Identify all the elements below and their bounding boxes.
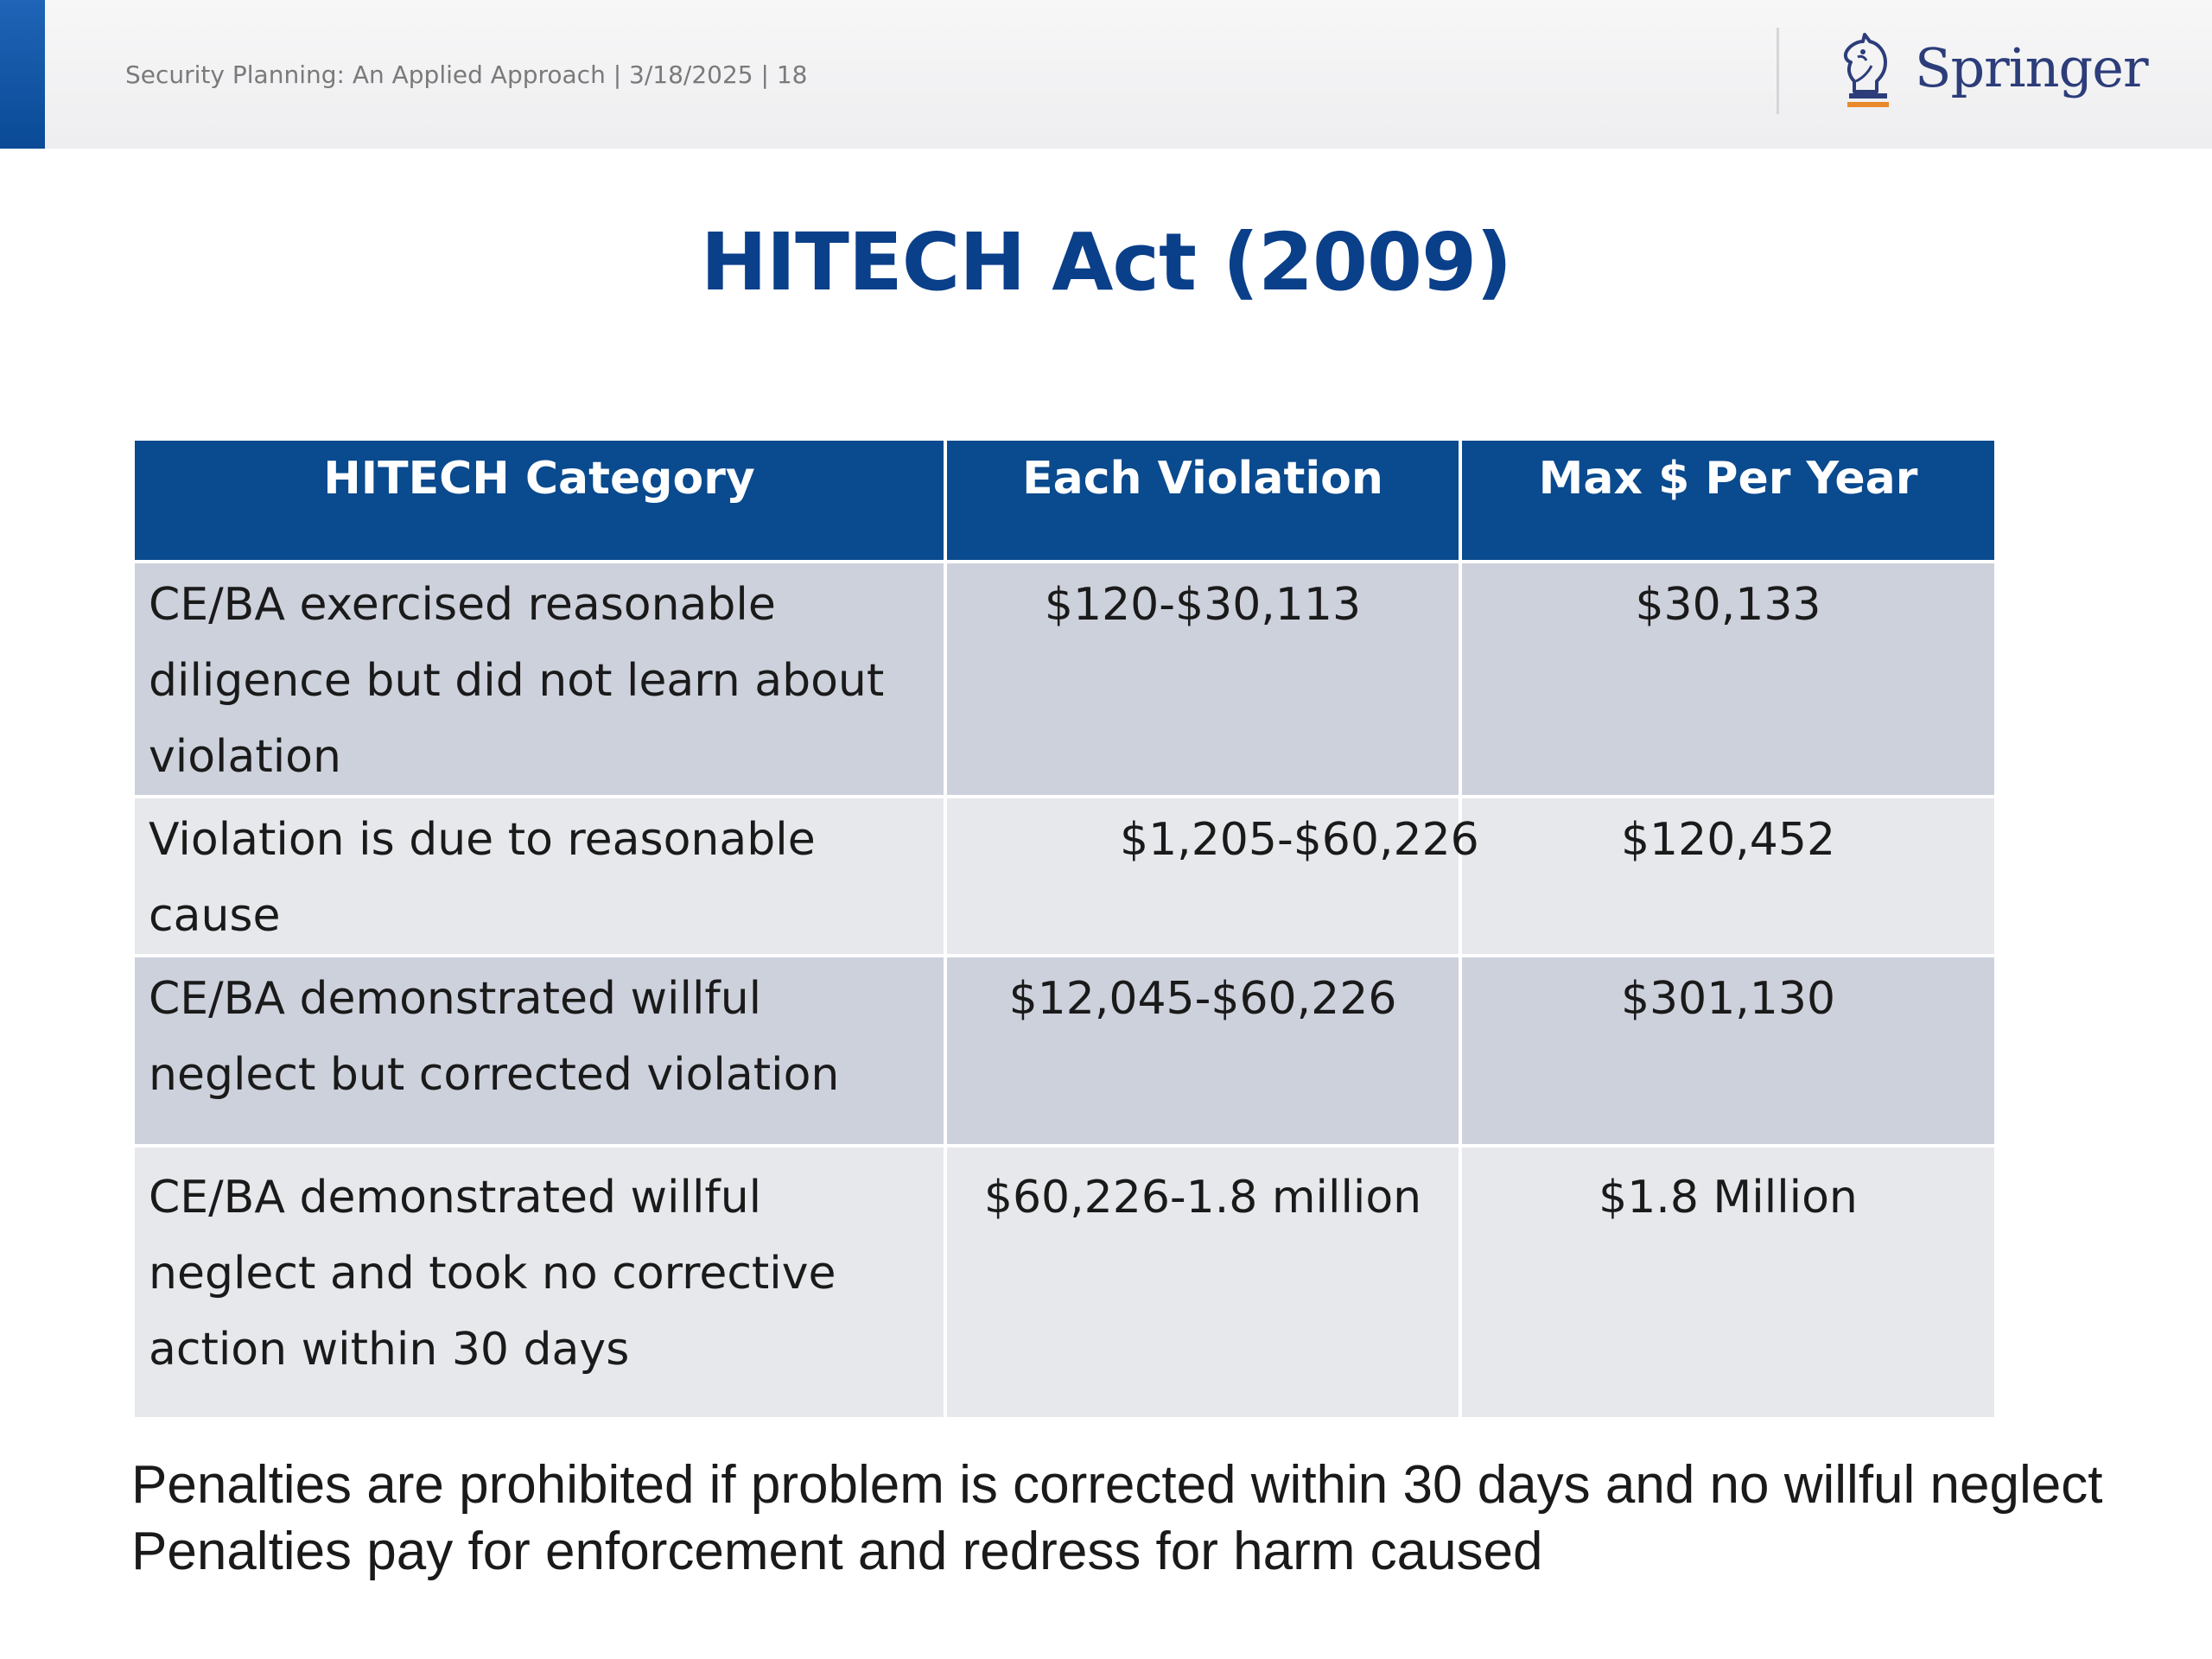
each-violation-cell: $1,205-$60,226 — [945, 797, 1460, 956]
category-cell: Violation is due to reasonable cause — [133, 797, 945, 956]
table-row — [133, 562, 1996, 797]
header-divider — [1777, 28, 1779, 114]
header-accent-bar — [0, 0, 45, 149]
header-footer-text: Security Planning: An Applied Approach | 3/18/2025 | 18 — [125, 60, 808, 89]
each-violation-cell: $120-$30,113 — [945, 562, 1460, 797]
column-header-max-per-year: Max $ Per Year — [1460, 439, 1996, 562]
table-row — [133, 956, 1996, 1146]
springer-logo — [1832, 28, 2148, 114]
logo-text: Springer — [1915, 36, 2148, 99]
column-header-each-violation: Each Violation — [945, 439, 1460, 562]
each-violation-cell: $60,226-1.8 million — [945, 1146, 1460, 1419]
category-cell: CE/BA demonstrated willful neglect and took no corrective action within 30 days — [133, 1146, 945, 1419]
table-row — [133, 797, 1996, 956]
column-header-category: HITECH Category — [133, 439, 945, 562]
penalty-table — [131, 437, 1998, 1421]
each-violation-cell: $12,045-$60,226 — [945, 956, 1460, 1146]
table-header-row — [133, 439, 1996, 562]
category-cell: CE/BA demonstrated willful neglect but corrected violation — [133, 956, 945, 1146]
max-per-year-cell: $1.8 Million — [1460, 1146, 1996, 1419]
penalty-table-container — [131, 437, 1994, 1402]
slide-title: HITECH Act (2009) — [700, 216, 1512, 308]
max-per-year-cell: $120,452 — [1460, 797, 1996, 956]
max-per-year-cell: $30,133 — [1460, 562, 1996, 797]
chess-knight-icon — [1837, 31, 1899, 109]
note-line: Penalties pay for enforcement and redress for harm caused — [131, 1522, 1543, 1581]
slide-notes — [131, 1452, 2188, 1585]
table-row — [133, 1146, 1996, 1419]
max-per-year-cell: $301,130 — [1460, 956, 1996, 1146]
category-cell: CE/BA exercised reasonable diligence but did not learn about violation — [133, 562, 945, 797]
note-line: Penalties are prohibited if problem is corrected within 30 days and no willful neglect — [131, 1455, 2103, 1515]
